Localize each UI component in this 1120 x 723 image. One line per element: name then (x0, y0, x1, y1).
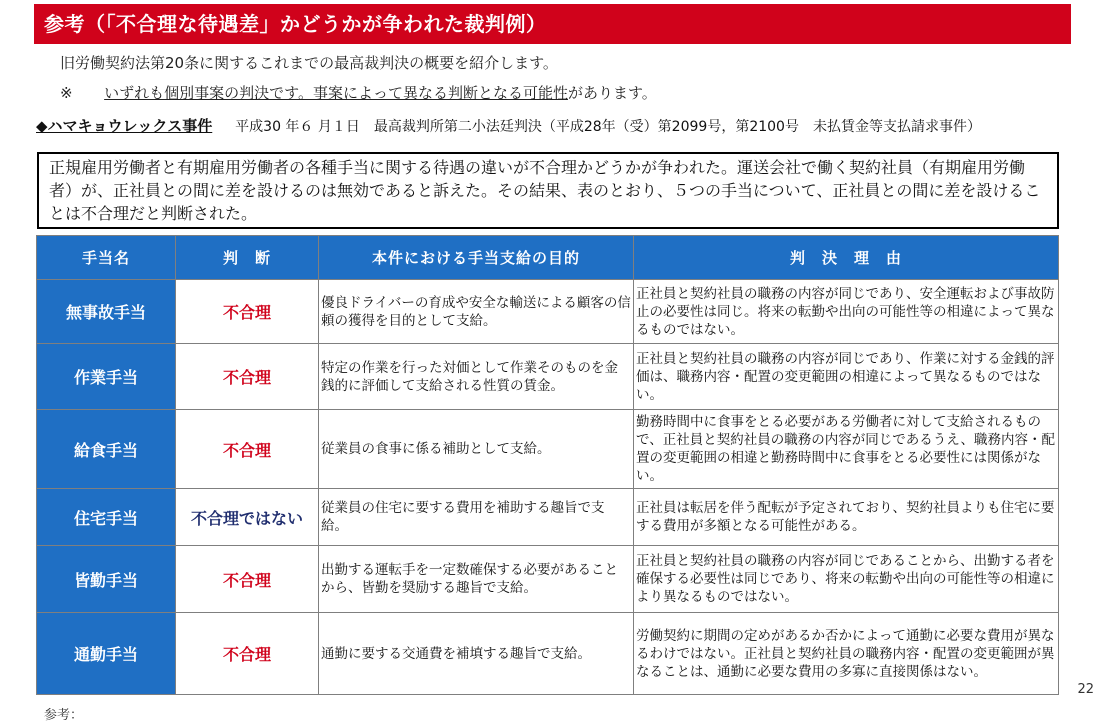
reason: 正社員と契約社員の職務の内容が同じであることから、出勤する者を確保する必要性は同じであり、将来の転勤や出向の可能性等の相違により異なるものではない。 (634, 546, 1059, 613)
judgment: 不合理 (176, 546, 319, 613)
allowance-name: 通勤手当 (37, 613, 176, 695)
purpose: 特定の作業を行った対価として作業そのものを金銭的に評価して支給される性質の賃金。 (319, 344, 634, 410)
reason: 勤務時間中に食事をとる必要がある労働者に対して支給されるもので、正社員と契約社員の職務の内容が同じであるうえ、職務内容・配置の変更範囲の相違と勤務時間中に食事をとる必要性には関係がない。 (634, 410, 1059, 489)
judgment: 不合理 (176, 613, 319, 695)
footnote: 参考： (44, 708, 84, 723)
table-row (37, 613, 1059, 695)
table-row (37, 410, 1059, 489)
reason: 労働契約に期間の定めがあるか否かによって通勤に必要な費用が異なるわけではない。正社員と契約社員の職務内容・配置の変更範囲が異なることは、通勤に必要な費用の多寡に直接関係はない。 (634, 613, 1059, 695)
allowance-name: 給食手当 (37, 410, 176, 489)
reason: 正社員と契約社員の職務の内容が同じであり、安全運転および事故防止の必要性は同じ。将来の転勤や出向の可能性等の相違によって異なるものではない。 (634, 280, 1059, 344)
reason: 正社員と契約社員の職務の内容が同じであり、作業に対する金銭的評価は、職務内容・配置の変更範囲の相違によって異なるものではない。 (634, 344, 1059, 410)
case-summary: 正規雇用労働者と有期雇用労働者の各種手当に関する待遇の違いが不合理かどうかが争われた。運送会社で働く契約社員（有期雇用労働者）が、正社員との間に差を設けるのは無効であると訴えた。その結果、表のとおり、５つの手当について、正社員との間に差を設けることは不合理だと判断された。 (37, 152, 1059, 229)
header-name: 手当名 (37, 236, 176, 280)
intro-note (60, 82, 657, 103)
table-header-row (37, 236, 1059, 280)
judgment: 不合理 (176, 410, 319, 489)
table-row (37, 489, 1059, 546)
header-reason: 判 決 理 由 (634, 236, 1059, 280)
note-rest: があります。 (567, 84, 657, 102)
table-row (37, 344, 1059, 410)
case-details: 平成30 年６ 月１日 最高裁判所第二小法廷判決（平成28年（受）第2099号，第2100号 未払賃金等支払請求事件） (235, 119, 981, 135)
purpose: 優良ドライバーの育成や安全な輸送による顧客の信頼の獲得を目的として支給。 (319, 280, 634, 344)
allowance-name: 無事故手当 (37, 280, 176, 344)
purpose: 従業員の食事に係る補助として支給。 (319, 410, 634, 489)
case-heading (36, 118, 1116, 150)
allowance-name: 住宅手当 (37, 489, 176, 546)
header-purpose: 本件における手当支給の目的 (319, 236, 634, 280)
purpose: 出勤する運転手を一定数確保する必要があることから、皆勤を奨励する趣旨で支給。 (319, 546, 634, 613)
allowance-name: 皆勤手当 (37, 546, 176, 613)
note-underlined: いずれも個別事案の判決です。事案によって異なる判断となる可能性 (104, 84, 568, 102)
table-row (37, 546, 1059, 613)
intro-text: 旧労働契約法第20条に関するこれまでの最高裁判決の概要を紹介します。 (60, 54, 558, 72)
case-name: ◆ハマキョウレックス事件 (36, 118, 213, 135)
judgment: 不合理 (176, 280, 319, 344)
allowance-table (36, 235, 1059, 695)
page-title: 参考（「不合理な待遇差」かどうかが争われた裁判例） (34, 4, 1071, 44)
purpose: 従業員の住宅に要する費用を補助する趣旨で支給。 (319, 489, 634, 546)
reason: 正社員は転居を伴う配転が予定されており、契約社員よりも住宅に要する費用が多額となる可能性がある。 (634, 489, 1059, 546)
purpose: 通勤に要する交通費を補填する趣旨で支給。 (319, 613, 634, 695)
table-row (37, 280, 1059, 344)
header-judgment: 判 断 (176, 236, 319, 280)
note-mark: ※ (60, 84, 73, 102)
judgment: 不合理ではない (176, 489, 319, 546)
judgment: 不合理 (176, 344, 319, 410)
page-number: 22 (1077, 682, 1094, 697)
allowance-name: 作業手当 (37, 344, 176, 410)
